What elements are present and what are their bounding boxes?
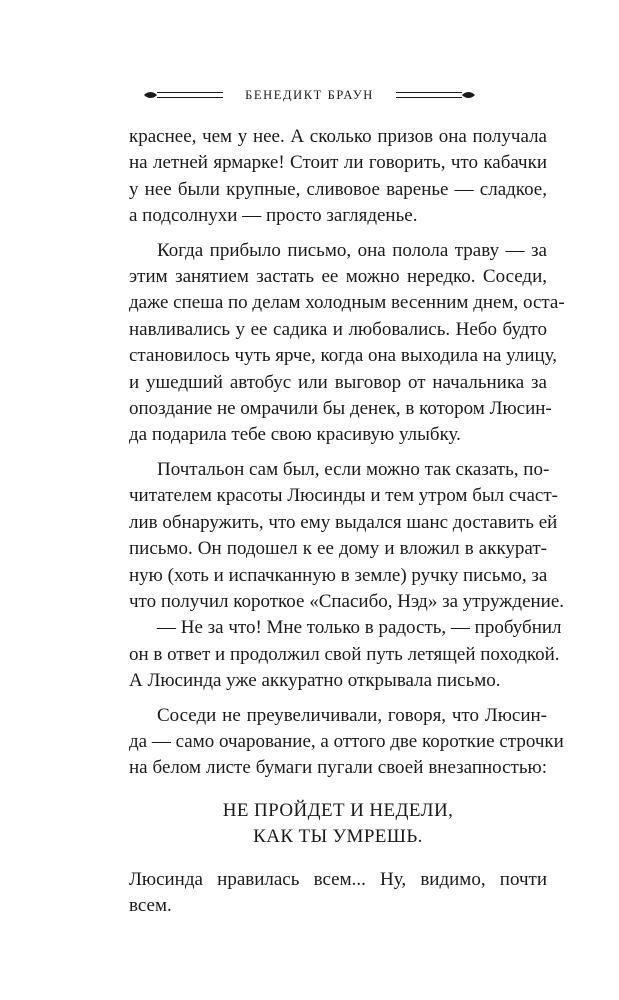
running-head-title: БЕНЕДИКТ БРАУН [245, 87, 374, 102]
text-line: Когда прибыло письмо, она полола траву — за [157, 239, 547, 261]
text-line: да — само очарование, а оттого две короткие строчки [129, 730, 564, 752]
text-line: а подсолнухи — просто загляденье. [129, 205, 418, 227]
text-line: становилось чуть ярче, когда она выходила на улицу, [129, 345, 558, 367]
text-line: даже спеша по делам холодным весенним днем, оста- [129, 292, 565, 314]
text-line: опоздание не омрачили бы денек, в котором Люсин- [129, 398, 552, 420]
letter-line: НЕ ПРОЙДЕТ И НЕДЕЛИ, [222, 799, 454, 821]
text-line: на белом листе бумаги пугали своей внезапностью: [129, 757, 547, 779]
text-line: на летней ярмарке! Стоит ли говорить, что кабачки [129, 152, 547, 174]
text-line: этим занятием застать ее можно нередко. Соседи, [129, 266, 547, 288]
text-line: — Не за что! Мне только в радость, — пробубнил [157, 617, 562, 639]
paragraph [129, 615, 562, 694]
paragraph [129, 238, 565, 449]
letter-line: КАК ТЫ УМРЕШЬ. [253, 826, 423, 848]
text-line: читателем красоты Люсинды и тем утром был счаст- [129, 485, 558, 507]
text-line: краснее, чем у нее. А сколько призов она получала [129, 126, 547, 147]
text-line: да подарила тебе свою красивую улыбку. [129, 424, 461, 446]
text-line: навливались у ее садика и любовались. Небо будто [129, 318, 547, 340]
text-line: Почтальон сам был, если можно так сказать, по- [157, 458, 550, 480]
body-text [129, 124, 565, 919]
left-ornament-icon [143, 88, 223, 102]
paragraph [129, 457, 565, 615]
running-head [0, 83, 619, 107]
text-line: Соседи не преувеличивали, говоря, что Люсин- [157, 704, 547, 726]
text-line: всем. [129, 894, 172, 916]
paragraph [129, 867, 547, 920]
text-line: письмо. Он подошел к ее дому и вложил в аккурат- [129, 538, 547, 560]
text-line: Люсинда нравилась всем... Ну, видимо, почти [129, 868, 547, 890]
paragraph [129, 124, 547, 230]
letter-message [129, 798, 547, 851]
text-line: лив обнаружить, что ему выдался шанс доставить ей [129, 511, 558, 533]
right-ornament-icon [396, 88, 476, 102]
text-line: и ушедший автобус или выговор от начальника за [129, 371, 547, 393]
text-line: ную (хоть и испачканную в земле) ручку письмо, за [129, 564, 548, 586]
paragraph [129, 703, 564, 782]
text-line: что получил короткое «Спасибо, Нэд» за утруждение. [129, 590, 565, 612]
text-line: у нее были крупные, сливовое варенье — сладкое, [129, 178, 547, 200]
text-line: он в ответ и продолжил свой путь летящей походкой. [129, 643, 560, 665]
text-line: А Люсинда уже аккуратно открывала письмо. [129, 670, 501, 692]
